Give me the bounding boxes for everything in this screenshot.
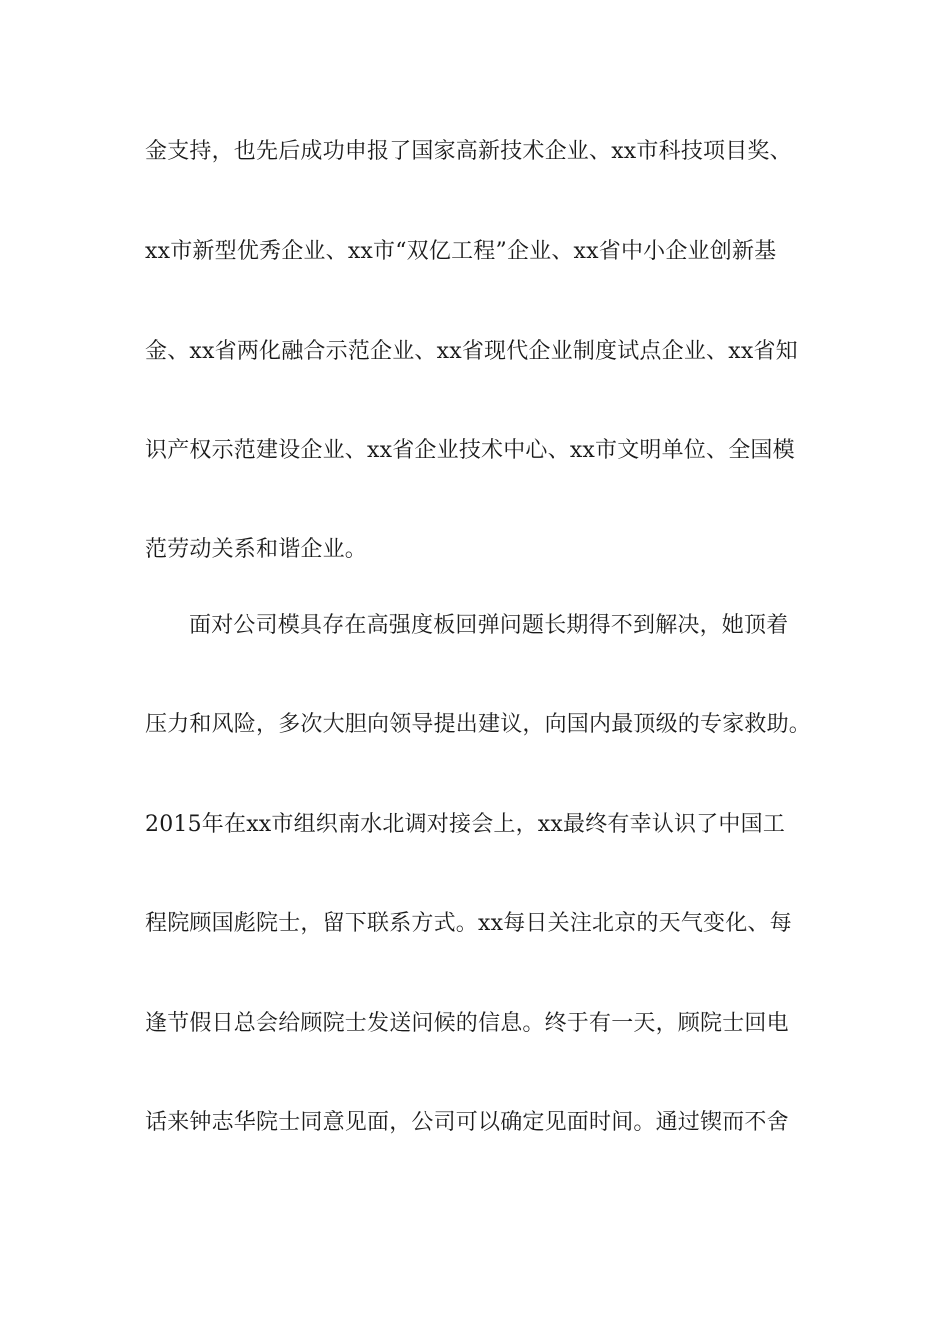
text-line: 金支持，也先后成功申报了国家高新技术企业、xx市科技项目奖、 [145, 139, 792, 164]
text-line: 2015年在xx市组织南水北调对接会上，xx最终有幸认识了中国工 [145, 812, 786, 837]
text-line: 金、xx省两化融合示范企业、xx省现代企业制度试点企业、xx省知 [145, 339, 798, 364]
text-line: 程院顾国彪院士，留下联系方式。xx每日关注北京的天气变化、每 [145, 911, 792, 936]
text-line: 识产权示范建设企业、xx省企业技术中心、xx市文明单位、全国模 [145, 438, 795, 463]
text-line-indented: 面对公司模具存在高强度板回弹问题长期得不到解决，她顶着 [189, 613, 789, 638]
text-line: 话来钟志华院士同意见面，公司可以确定见面时间。通过锲而不舍 [145, 1110, 789, 1135]
text-line: 压力和风险，多次大胆向领导提出建议，向国内最顶级的专家救助。 [145, 712, 812, 737]
text-line: 逢节假日总会给顾院士发送问候的信息。终于有一天，顾院士回电 [145, 1011, 789, 1036]
text-line: 范劳动关系和谐企业。 [145, 537, 368, 562]
text-line: xx市新型优秀企业、xx市“双亿工程”企业、xx省中小企业创新基 [145, 239, 777, 264]
